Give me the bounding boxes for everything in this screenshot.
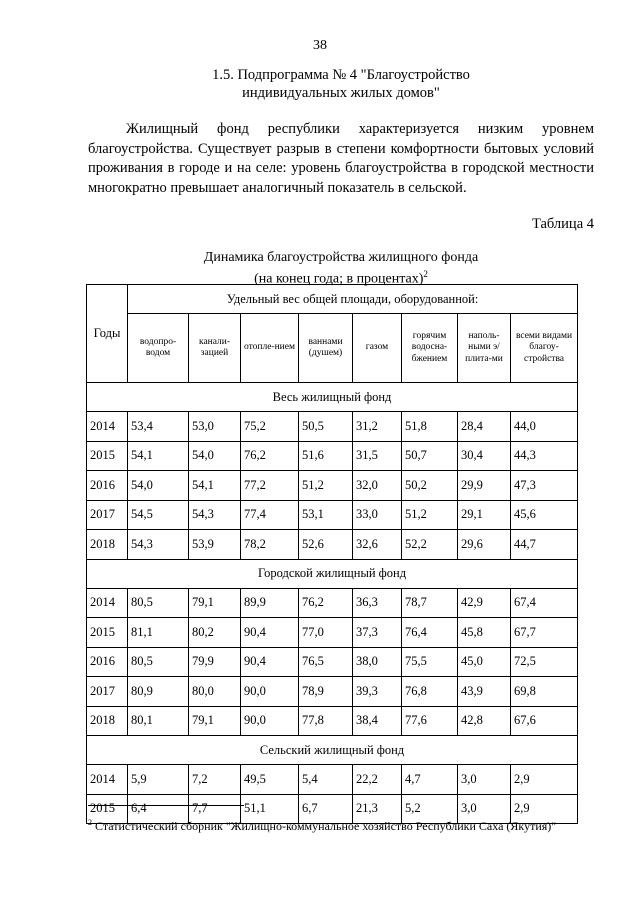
- table-row: [87, 500, 578, 530]
- value-cell: 22,2: [353, 765, 402, 795]
- value-cell: 54,5: [128, 500, 189, 530]
- value-cell: 51,6: [299, 441, 353, 471]
- value-cell: 67,6: [511, 706, 578, 736]
- value-cell: 42,9: [458, 588, 511, 618]
- table-row: [87, 530, 578, 560]
- footnote-divider: [88, 805, 244, 806]
- group-header: Удельный вес общей площади, оборудованной:: [128, 285, 578, 314]
- table-row: [87, 706, 578, 736]
- value-cell: 69,8: [511, 677, 578, 707]
- value-cell: 37,3: [353, 618, 402, 648]
- value-cell: 54,1: [189, 471, 241, 501]
- table-row: [87, 677, 578, 707]
- value-cell: 67,7: [511, 618, 578, 648]
- year-cell: 2017: [87, 677, 128, 707]
- value-cell: 53,0: [189, 412, 241, 442]
- value-cell: 5,9: [128, 765, 189, 795]
- section-title: [0, 66, 640, 102]
- column-header: отопле-нием: [241, 314, 299, 383]
- value-cell: 39,3: [353, 677, 402, 707]
- footnote-reference: 2: [423, 269, 428, 279]
- value-cell: 78,2: [241, 530, 299, 560]
- value-cell: 44,0: [511, 412, 578, 442]
- value-cell: 76,8: [402, 677, 458, 707]
- value-cell: 54,1: [128, 441, 189, 471]
- value-cell: 38,4: [353, 706, 402, 736]
- year-cell: 2014: [87, 765, 128, 795]
- value-cell: 29,1: [458, 500, 511, 530]
- value-cell: 2,9: [511, 765, 578, 795]
- value-cell: 75,5: [402, 647, 458, 677]
- year-cell: 2014: [87, 588, 128, 618]
- value-cell: 53,1: [299, 500, 353, 530]
- value-cell: 79,1: [189, 706, 241, 736]
- column-header: наполь-ными э/плита-ми: [458, 314, 511, 383]
- value-cell: 77,0: [299, 618, 353, 648]
- column-header-row: [87, 314, 578, 383]
- section-title: Городской жилищный фонд: [87, 559, 578, 588]
- year-cell: 2014: [87, 412, 128, 442]
- value-cell: 53,4: [128, 412, 189, 442]
- value-cell: 54,3: [189, 500, 241, 530]
- value-cell: 4,7: [402, 765, 458, 795]
- value-cell: 50,2: [402, 471, 458, 501]
- value-cell: 45,6: [511, 500, 578, 530]
- value-cell: 52,2: [402, 530, 458, 560]
- value-cell: 72,5: [511, 647, 578, 677]
- value-cell: 80,5: [128, 588, 189, 618]
- footnote-text: Статистический сборник "Жилищно-коммунальное хозяйство Республики Саха (Якутия)": [92, 819, 557, 833]
- value-cell: 77,8: [299, 706, 353, 736]
- value-cell: 6,7: [299, 794, 353, 824]
- value-cell: 76,2: [299, 588, 353, 618]
- year-cell: 2015: [87, 794, 128, 824]
- table-row: [87, 471, 578, 501]
- body-paragraph: Жилищный фонд республики характеризуется низким уровнем благоустройства. Существует разрыв в степени комфортности бытовых условий проживания в городе и на селе: уровень благоустройства в городской местности многократно превышает аналогичный показатель в сельской.: [88, 121, 594, 196]
- section-title-line1: 1.5. Подпрограмма № 4 "Благоустройство: [212, 67, 470, 83]
- value-cell: 3,0: [458, 765, 511, 795]
- table-row: [87, 588, 578, 618]
- section-row: [87, 383, 578, 412]
- table-row: [87, 618, 578, 648]
- value-cell: 36,3: [353, 588, 402, 618]
- value-cell: 54,3: [128, 530, 189, 560]
- value-cell: 78,7: [402, 588, 458, 618]
- value-cell: 38,0: [353, 647, 402, 677]
- years-header: Годы: [87, 285, 128, 383]
- section-row: [87, 559, 578, 588]
- value-cell: 32,0: [353, 471, 402, 501]
- value-cell: 90,4: [241, 618, 299, 648]
- value-cell: 31,2: [353, 412, 402, 442]
- value-cell: 80,2: [189, 618, 241, 648]
- value-cell: 81,1: [128, 618, 189, 648]
- value-cell: 80,0: [189, 677, 241, 707]
- section-title: Сельский жилищный фонд: [87, 736, 578, 765]
- table-row: [87, 647, 578, 677]
- value-cell: 5,4: [299, 765, 353, 795]
- page-number: 38: [313, 38, 327, 53]
- year-cell: 2016: [87, 471, 128, 501]
- value-cell: 51,8: [402, 412, 458, 442]
- year-cell: 2015: [87, 618, 128, 648]
- value-cell: 31,5: [353, 441, 402, 471]
- value-cell: 77,6: [402, 706, 458, 736]
- value-cell: 28,4: [458, 412, 511, 442]
- year-cell: 2017: [87, 500, 128, 530]
- table-head: [87, 285, 578, 383]
- value-cell: 54,0: [128, 471, 189, 501]
- value-cell: 76,4: [402, 618, 458, 648]
- column-header: всеми видами благоу-стройства: [511, 314, 578, 383]
- column-header: канали-зацией: [189, 314, 241, 383]
- value-cell: 3,0: [458, 794, 511, 824]
- year-cell: 2016: [87, 647, 128, 677]
- value-cell: 44,3: [511, 441, 578, 471]
- value-cell: 51,2: [402, 500, 458, 530]
- value-cell: 90,0: [241, 706, 299, 736]
- value-cell: 21,3: [353, 794, 402, 824]
- value-cell: 80,1: [128, 706, 189, 736]
- value-cell: 50,5: [299, 412, 353, 442]
- value-cell: 6,4: [128, 794, 189, 824]
- column-header: горячим водосна-бжением: [402, 314, 458, 383]
- table-caption-line1: Динамика благоустройства жилищного фонда: [203, 250, 479, 265]
- value-cell: 45,8: [458, 618, 511, 648]
- value-cell: 77,4: [241, 500, 299, 530]
- year-cell: 2015: [87, 441, 128, 471]
- value-cell: 2,9: [511, 794, 578, 824]
- value-cell: 75,2: [241, 412, 299, 442]
- value-cell: 43,9: [458, 677, 511, 707]
- value-cell: 76,2: [241, 441, 299, 471]
- value-cell: 50,7: [402, 441, 458, 471]
- table-caption-text: (на конец года; в процентах): [254, 271, 424, 287]
- footnote: [88, 815, 598, 834]
- section-title-line2: индивидуальных жилых домов": [242, 85, 440, 101]
- column-header: водопро-водом: [128, 314, 189, 383]
- value-cell: 30,4: [458, 441, 511, 471]
- value-cell: 5,2: [402, 794, 458, 824]
- value-cell: 29,6: [458, 530, 511, 560]
- value-cell: 32,6: [353, 530, 402, 560]
- footnote-mark: 2: [88, 818, 92, 827]
- value-cell: 77,2: [241, 471, 299, 501]
- data-table: [86, 284, 578, 824]
- value-cell: 44,7: [511, 530, 578, 560]
- value-cell: 78,9: [299, 677, 353, 707]
- value-cell: 80,5: [128, 647, 189, 677]
- value-cell: 51,2: [299, 471, 353, 501]
- table-row: [87, 412, 578, 442]
- value-cell: 90,0: [241, 677, 299, 707]
- table-row: [87, 441, 578, 471]
- section-row: [87, 736, 578, 765]
- value-cell: 29,9: [458, 471, 511, 501]
- value-cell: 45,0: [458, 647, 511, 677]
- section-title: Весь жилищный фонд: [87, 383, 578, 412]
- value-cell: 79,1: [189, 588, 241, 618]
- year-cell: 2018: [87, 706, 128, 736]
- table-caption: [88, 250, 594, 288]
- column-header: ваннами (душем): [299, 314, 353, 383]
- table-body: [87, 383, 578, 824]
- year-cell: 2018: [87, 530, 128, 560]
- value-cell: 7,2: [189, 765, 241, 795]
- value-cell: 80,9: [128, 677, 189, 707]
- value-cell: 47,3: [511, 471, 578, 501]
- table-row: [87, 765, 578, 795]
- value-cell: 49,5: [241, 765, 299, 795]
- value-cell: 79,9: [189, 647, 241, 677]
- value-cell: 42,8: [458, 706, 511, 736]
- value-cell: 54,0: [189, 441, 241, 471]
- value-cell: 33,0: [353, 500, 402, 530]
- table-label: Таблица 4: [531, 216, 594, 232]
- value-cell: 52,6: [299, 530, 353, 560]
- value-cell: 90,4: [241, 647, 299, 677]
- column-header: газом: [353, 314, 402, 383]
- value-cell: 53,9: [189, 530, 241, 560]
- value-cell: 7,7: [189, 794, 241, 824]
- value-cell: 76,5: [299, 647, 353, 677]
- value-cell: 51,1: [241, 794, 299, 824]
- value-cell: 67,4: [511, 588, 578, 618]
- value-cell: 89,9: [241, 588, 299, 618]
